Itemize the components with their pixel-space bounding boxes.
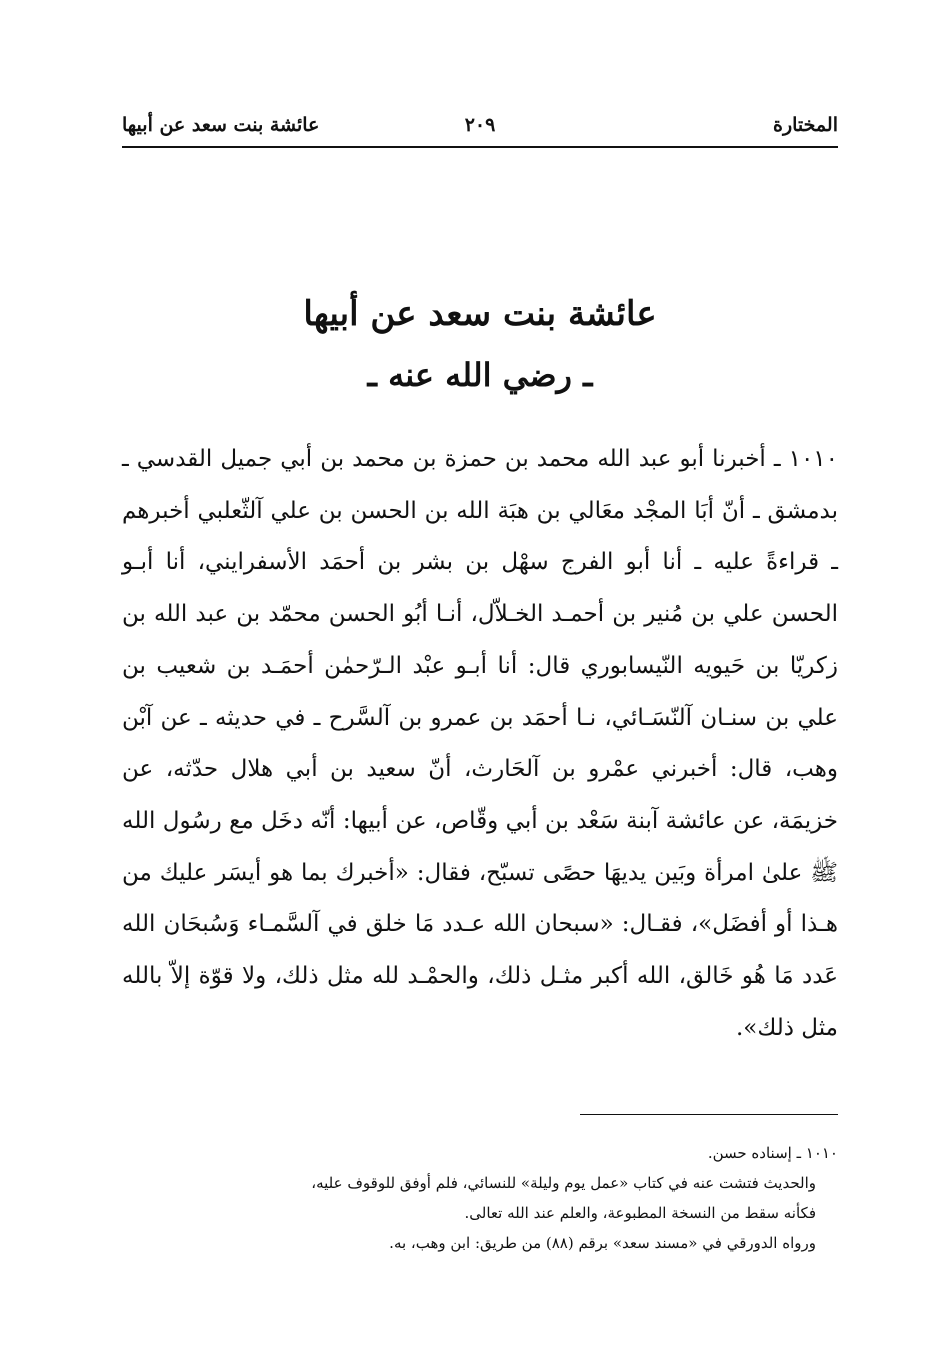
hadith-number: ١٠١٠ bbox=[788, 446, 839, 472]
footnote-number: ١٠١٠ bbox=[805, 1144, 838, 1162]
header-divider bbox=[122, 146, 838, 148]
section-title: عائشة بنت سعد عن أبيها bbox=[303, 294, 657, 334]
footnote-grading: ـ إسناده حسن. bbox=[707, 1144, 801, 1162]
header-page-number: ٢٠٩ bbox=[464, 114, 496, 136]
footnote-line bbox=[122, 1138, 838, 1168]
hadith-body: ـ أخبرنا أبو عبد الله محمد بن حمزة بن محمد بن أبي جميل القدسي ـ بدمشق ـ أنّ أبَا المجْد معَالي بن هبَة الله بن الحسن بن علي آلثّعلبي أخبرهم ـ قراءةً عليه ـ أنا أبو الفرج سهْل بن بشر بن أحمَد الأسفرايني، أنا أبـو الحسن علي بن مُنير بن أحمـد الخـلاّل، أنـا أبُو الحسن محمّد بن عبد الله بن زكريّا بن حَيويه النّيسابوري قال: أنا أبـو عبْد الـرّحمٰن أحمَـد بن شعيب بن علي بن سنـان آلنّسَـائي، نـا أحمَد بن عمرو بن آلسَّرح ـ في حديثه ـ عن آبْن وهب، قال: أخبرني عمْرو بن آلحَارث، أنّ سعيد بن أبي هلال حدّثه، عن خزيمَة، عن عائشة آبنة سَعْد بن أبي وقّاص، عن أبيها: أنّه دخَل مع رسُول الله ﷺ علىٰ امرأة وبَين يديهَا حصًى تسبّح، فقال: «أخبرك بما هو أيسَر عليك من هـذا أو أفضَل»، فقـال: «سبحان الله عـدد مَا خلق في آلسَّمـاء وَسُبحَان الله عَدد مَا هُو خَالق، الله أكبر مثـل ذلك، والحمْـد لله مثل ذلك، ولا قوّة إلاّ بالله مثل ذلك». bbox=[122, 446, 838, 1041]
header-chapter-title: عائشة بنت سعد عن أبيها bbox=[122, 114, 320, 136]
footnote-line: والحديث فتشت عنه في كتاب «عمل يوم وليلة» للنسائي، فلم أوفق للوقوف عليه، bbox=[311, 1174, 816, 1192]
running-header bbox=[122, 108, 838, 148]
footnote-line: فكأنه سقط من النسخة المطبوعة، والعلم عند الله تعالى. bbox=[464, 1204, 816, 1222]
hadith-text bbox=[122, 434, 838, 1054]
footnote-divider bbox=[580, 1114, 838, 1115]
section-subtitle: ـ رضي الله عنه ـ bbox=[367, 356, 593, 394]
header-book-title: المختارة bbox=[773, 114, 838, 136]
footnotes bbox=[122, 1138, 838, 1258]
footnote-line: ورواه الدورقي في «مسند سعد» برقم (٨٨) من طريق: ابن وهب، به. bbox=[389, 1234, 816, 1252]
